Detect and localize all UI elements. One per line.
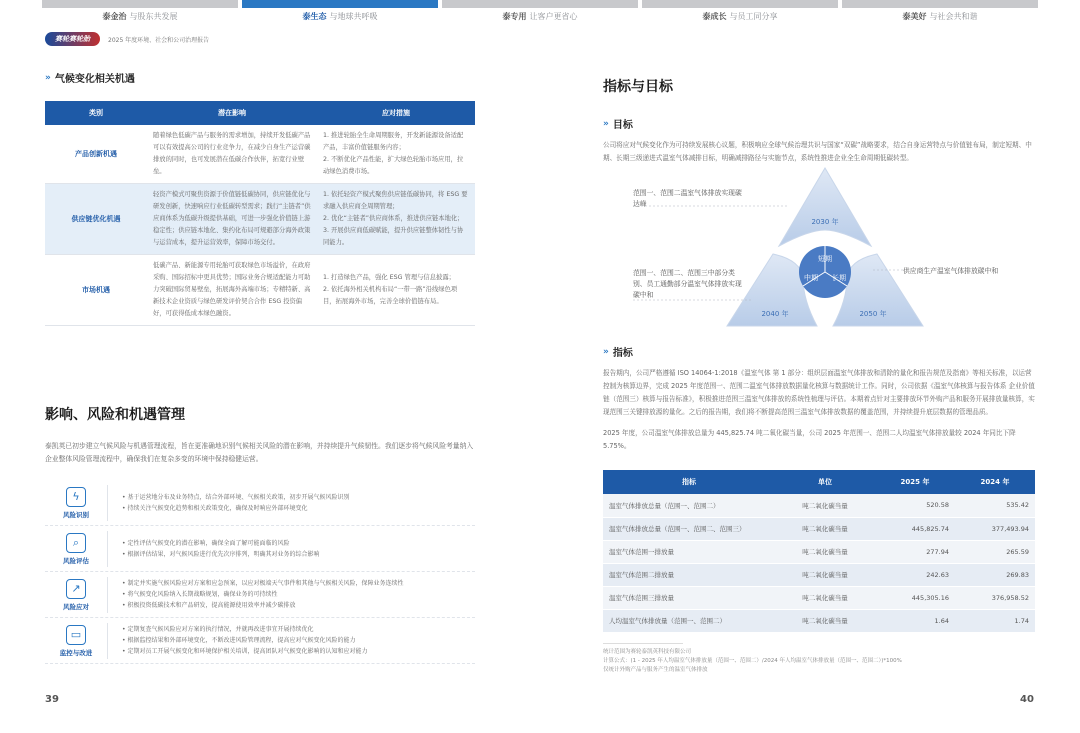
table-header: 应对措施 (317, 101, 475, 125)
chapter-tab-label: 与股东共发展 (129, 12, 178, 21)
section-paragraph: 泰凯英已初步建立气候风险与机遇管理流程，旨在更准确地识别气候相关风险的潜在影响，并持续提升气候韧性。我们逐步将气候风险考量纳入企业整体风险管理流程中，确保我们在复杂多变的环境中保持稳健运营。 (45, 442, 474, 463)
table-row (603, 609, 1035, 632)
left-page (45, 70, 475, 326)
section-title: 影响、风险和机遇管理 (45, 407, 185, 423)
magnifier-icon: ⌕ (66, 533, 86, 553)
measure-item: 1. 打造绿色产品，强化 ESG 管理与信息披露； (323, 274, 455, 281)
chapter-tab[interactable] (242, 0, 438, 22)
right-page (603, 70, 1035, 165)
list-item: • 根据评估结果，对气候风险进行优先次序排列，明确其对业务的综合影响 (122, 550, 320, 558)
monitor-icon: ▭ (66, 625, 86, 645)
risk-step-label: 风险应对 (63, 602, 89, 611)
table-header: 单位 (775, 470, 875, 494)
risk-step-items (107, 531, 475, 567)
impact-cell: 轻资产模式可聚焦资源于价值链低碳协同，供应链优化与研发创新，快速响应行业低碳转型需求；践行“主链者”供应商体系为低碳升级提供基础，可进一步强化价值链上游稳定性；供应链本地化、集约化布局可规避部分海外政策与运营成本，提升运营效率，保障市场交付。 (147, 184, 317, 255)
target-subheading: » 目标 (603, 118, 633, 131)
risk-step-label: 监控与改进 (59, 648, 93, 657)
risk-step-items (107, 623, 475, 659)
risk-step-icon-block (45, 625, 107, 657)
chapter-tab-label: 让客户更省心 (529, 12, 578, 21)
category-cell: 供应链优化机遇 (45, 184, 147, 255)
chapter-tab-label: 与员工同分享 (729, 12, 778, 21)
list-item: • 根据监控结果和外部环境变化，不断改进风险管理流程，提高应对气候变化风险的能力 (122, 637, 356, 644)
table-header: 潜在影响 (147, 101, 317, 125)
table-cell: 269.83 (955, 563, 1035, 586)
table-row (603, 494, 1035, 517)
table-cell: 445,825.74 (875, 517, 955, 540)
list-item: • 将气候变化风险纳入长期战略规划，确保业务的可持续性 (122, 591, 278, 598)
page-number-right: 40 (1020, 694, 1034, 705)
measure-item: 2. 不断优化产品性能，扩大绿色轮胎市场应用，拉动绿色消费市场。 (323, 156, 464, 175)
table-cell: 吨二氧化碳当量 (775, 540, 875, 563)
list-item: • 积极投资低碳技术和产品研发，提高能源使用效率并减少碳排放 (122, 602, 296, 609)
chevron-marker-icon: » (45, 72, 49, 83)
measure-item: 1. 推进轮胎全生命周期服务，开发新能源设备适配产品，丰富价值链服务内容； (323, 132, 464, 151)
triangle-diagram (603, 160, 1035, 330)
table-header: 指标 (603, 470, 775, 494)
emission-summary: 2025 年度，公司温室气体排放总量为 445,825.74 吨二氧化碳当量，公司 2025 年范围一、范围二人均温室气体排放量较 2024 年同比下降 5.75%。 (603, 429, 1016, 450)
target-paragraph: 公司将应对气候变化作为可持续发展核心议题，积极响应全球气候治理共识与国家“双碳”战略要求，结合自身运营特点与价值链布局，制定短期、中期、长期三级递进式温室气体减排目标，明确减排路径与实施节点，系统性推进企业全生命周期低碳转型。 (603, 141, 1032, 162)
footnote: 仅统计外购产品与服务产生的温室气体排放 (603, 666, 708, 673)
chart-icon: ↗ (66, 579, 86, 599)
footnote: 统计范围为赛轮泰凯英科技有限公司 (603, 648, 692, 655)
table-row (45, 125, 475, 184)
indicator-section (603, 344, 1035, 453)
chapter-tab-key: 泰金治 (102, 12, 127, 21)
segment-top (779, 168, 871, 246)
chapter-tab-key: 泰成长 (702, 12, 727, 21)
measure-item: 1. 依托轻资产模式聚焦供应链低碳协同，将 ESG 要求融入供应商全周期管理； (323, 191, 468, 210)
chapter-tabs (42, 0, 1038, 28)
table-cell: 377,493.94 (955, 517, 1035, 540)
chapter-tab-key: 泰生态 (302, 12, 327, 21)
table-cell: 吨二氧化碳当量 (775, 586, 875, 609)
list-item: • 持续关注气候变化趋势和相关政策变化，确保及时响应外部环境变化 (122, 504, 308, 512)
emission-table (603, 470, 1035, 633)
risk-step-items (107, 577, 475, 613)
chapter-tab-label: 与社会共和谐 (929, 12, 978, 21)
list-item: • 定性评估气候变化的潜在影响，确保全面了解可能面临的风险 (122, 539, 290, 547)
measures-cell (317, 255, 475, 326)
right-title: 指标与目标 (603, 79, 673, 95)
list-item: • 制定并实施气候风险应对方案和应急预案，以应对极端天气事件和其他与气候相关风险，保障业务连续性 (122, 580, 404, 587)
table-row (45, 184, 475, 255)
table-cell: 温室气体排放总量（范围一、范围二） (603, 494, 775, 517)
year-2050-label: 2050 年 (859, 310, 887, 318)
table-cell: 温室气体范围一排放量 (603, 540, 775, 563)
indicator-paragraph: 报告期内，公司严格遵循 ISO 14064-1:2018《温室气体 第 1 部分：组织层面温室气体排放和清除的量化和报告规范及指南》等相关标准，以运营控制为核算边界，完成 2025 年度范围一、范围二温室气体排放数据量化核算与数据统计工作。同时，公司依据《温室气体核算与报告体系 企业价值链（范围三）核算与报告标准》，积极推进范围三温室气体排放的系统性梳理与评估。本期着点针对主要排放环节外购产品和服务开展排放量核算，实现范围三关键排放源的量化。之后的报告期，我们将不断提高范围三温室气体排放数据的覆盖范围，并持续提升底层数据的管理品质。 (603, 369, 1035, 416)
long-term-label: 长期 (832, 274, 846, 282)
impact-cell: 低碳产品、新能源专用轮胎可获取绿色市场溢价，在政府采购、国际招标中更具优势；国际业务合规适配能力可助力突破国际贸易壁垒，拓展海外高端市场；专精特新、高新技术企业资质与绿色研发评价契合合作 ESG 投资偏好，可获得低成本绿色融资。 (147, 255, 317, 326)
table-cell: 520.58 (875, 494, 955, 517)
mid-term-label: 中期 (804, 274, 818, 282)
emission-table-wrap (603, 470, 1035, 675)
risk-step-row (45, 526, 475, 572)
risk-step-items (107, 485, 475, 521)
opportunity-table (45, 101, 475, 326)
short-term-label: 短期 (818, 255, 832, 263)
table-row (603, 563, 1035, 586)
chapter-tab[interactable] (642, 0, 838, 22)
report-name: 2025 年度环境、社会和公司治理报告 (108, 36, 210, 44)
table-row (603, 586, 1035, 609)
risk-step-row (45, 572, 475, 618)
footnotes (603, 648, 1035, 675)
chevron-marker-icon: » (603, 346, 607, 357)
table-cell: 人均温室气体排放量（范围一、范围二） (603, 609, 775, 632)
table-cell: 1.74 (955, 609, 1035, 632)
risk-step-row (45, 618, 475, 664)
diagram-label-top: 范围一、范围二温室气体排放实现碳达峰 (633, 189, 742, 208)
chapter-tab-key: 泰美好 (902, 12, 927, 21)
measures-cell (317, 125, 475, 184)
impact-cell: 随着绿色低碳产品与服务的需求增加，持续开发低碳产品可以有效提高公司的行业竞争力，在减少自身生产运营碳排放的同时，也可发展潜在低碳合作伙伴，拓宽行业壁垒。 (147, 125, 317, 184)
table-cell: 376,958.52 (955, 586, 1035, 609)
table-cell: 535.42 (955, 494, 1035, 517)
table-cell: 1.64 (875, 609, 955, 632)
table-header: 2025 年 (875, 470, 955, 494)
chapter-tab-key: 泰专用 (502, 12, 527, 21)
table-cell: 温室气体范围三排放量 (603, 586, 775, 609)
header-logo-row (45, 30, 209, 48)
chapter-tab-label: 与地球共呼吸 (329, 12, 378, 21)
table-header: 类别 (45, 101, 147, 125)
diagram-label-right: 供应商生产温室气体排放碳中和 (903, 267, 999, 275)
measure-item: 3. 开展供应商低碳赋能，提升供应链整体韧性与协同能力。 (323, 227, 464, 246)
table-row (603, 517, 1035, 540)
table-row (45, 255, 475, 326)
category-cell: 产品创新机遇 (45, 125, 147, 184)
risk-step-row (45, 480, 475, 526)
year-2030-label: 2030 年 (811, 218, 839, 226)
indicator-subheading: » 指标 (603, 346, 633, 359)
table-cell: 吨二氧化碳当量 (775, 517, 875, 540)
measure-item: 2. 优化“主链者”供应商体系，推进供应链本地化； (323, 215, 464, 222)
table-cell: 吨二氧化碳当量 (775, 563, 875, 586)
table-cell: 265.59 (955, 540, 1035, 563)
table-row (603, 540, 1035, 563)
page-number-left: 39 (45, 694, 59, 705)
category-cell: 市场机遇 (45, 255, 147, 326)
diagram-label-left: 范围一、范围二、范围三中部分类别、员工通勤部分温室气体排放实现碳中和 (633, 269, 742, 299)
year-2040-label: 2040 年 (761, 310, 789, 318)
risk-step-label: 风险评估 (63, 556, 89, 565)
chapter-tab[interactable] (842, 0, 1038, 22)
measures-cell (317, 184, 475, 255)
lightning-icon: ϟ (66, 487, 86, 507)
table-cell: 445,305.16 (875, 586, 955, 609)
risk-step-icon-block (45, 487, 107, 519)
table-cell: 吨二氧化碳当量 (775, 609, 875, 632)
table-header: 2024 年 (955, 470, 1035, 494)
list-item: • 基于运营地分布及业务特点，结合外部环境、气候相关政策，初步开展气候风险识别 (122, 493, 350, 501)
footnote: 计算公式：(1 - 2025 年人均温室气体排放量（范围一、范围二）/2024 年人均温室气体排放量（范围一、范围二）)*100% (603, 657, 902, 664)
list-item: • 定期复查气候风险应对方案的执行情况，并就再改进事宜开展持续优化 (122, 626, 314, 633)
chevron-marker-icon: » (603, 118, 607, 129)
opportunity-subheading: » 气候变化相关机遇 (45, 72, 135, 85)
table-cell: 吨二氧化碳当量 (775, 494, 875, 517)
risk-step-icon-block (45, 579, 107, 611)
table-cell: 242.63 (875, 563, 955, 586)
target-diagram (603, 160, 1035, 330)
risk-step-label: 风险识别 (63, 510, 89, 519)
table-cell: 温室气体范围二排放量 (603, 563, 775, 586)
company-logo: 赛轮赛轮胎 (45, 32, 100, 46)
table-cell: 277.94 (875, 540, 955, 563)
risk-step-icon-block (45, 533, 107, 565)
risk-process-list (45, 480, 475, 670)
measure-item: 2. 依托海外相关机构布局“一带一路”沿线绿色项目，拓展海外市场，完善全球价值链布局。 (323, 286, 458, 305)
chapter-tab[interactable] (42, 0, 238, 22)
table-cell: 温室气体排放总量（范围一、范围二、范围三） (603, 517, 775, 540)
chapter-tab[interactable] (442, 0, 638, 22)
list-item: • 定期对员工开展气候变化和环境保护相关培训，提高团队对气候变化影响的认知和应对能力 (122, 648, 368, 655)
